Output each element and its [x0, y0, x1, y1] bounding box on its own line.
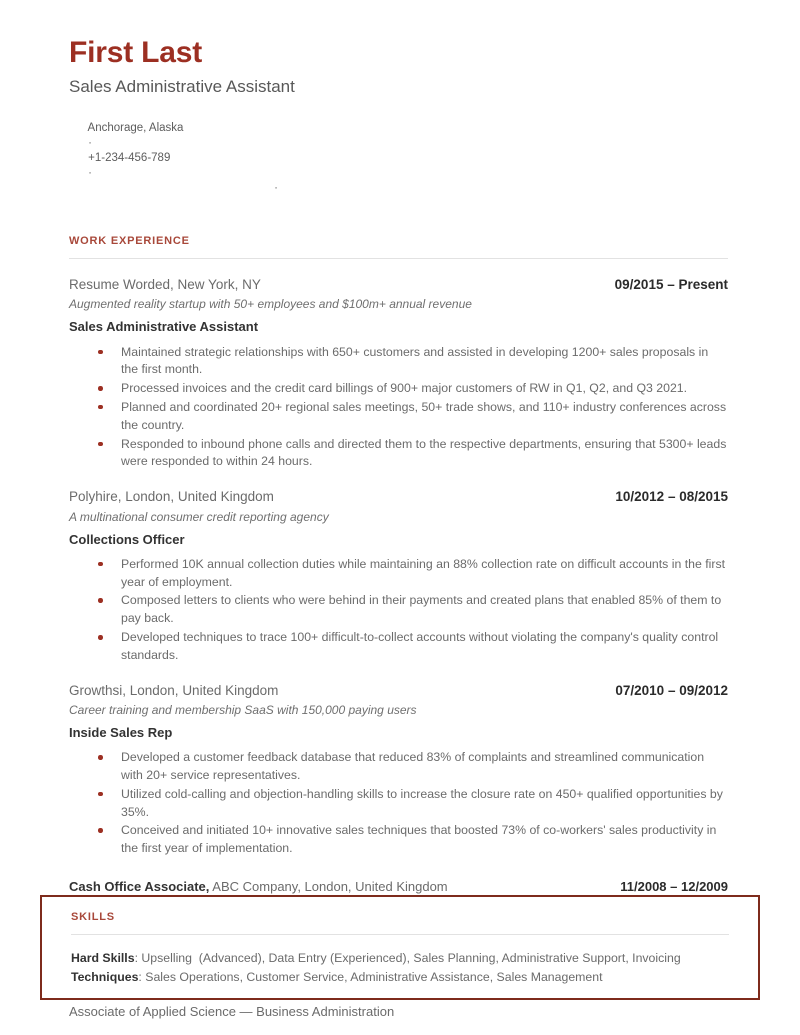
bullet-text: Conceived and initiated 10+ innovative sales techniques that boosted 73% of co-workers' sales productivity in the first year of implementation.: [121, 823, 717, 856]
skills-body: [71, 949, 729, 987]
bullet-dot-icon: [98, 386, 103, 391]
bullet-dot-icon: [98, 755, 103, 760]
work-entry-organization: Growthsi, London, United Kingdom: [69, 682, 279, 698]
work-entry-bullets: [69, 344, 728, 472]
work-entry-dates: 09/2015 – Present: [614, 277, 728, 293]
skills-category-values: : Sales Operations, Customer Service, Administrative Assistance, Sales Management: [138, 970, 603, 985]
work-entry: [69, 276, 728, 471]
work-entry-bullets: [69, 556, 728, 665]
education-degree: Associate of Applied Science — Business Administration: [69, 1003, 395, 1019]
work-entry: [69, 682, 728, 858]
bullet-dot-icon: [98, 405, 103, 410]
bullet-item: [69, 380, 728, 398]
work-entry-role: Sales Administrative Assistant: [69, 319, 259, 335]
bullet-item: [69, 749, 728, 785]
bullet-text: Processed invoices and the credit card billings of 900+ major customers of RW in Q1, Q2, and Q3 2021.: [121, 381, 688, 396]
bullet-text: Responded to inbound phone calls and directed them to the respective departments, ensuring that 5300+ leads were responded to within 24 hours.: [121, 436, 727, 469]
contact-phone: +1-234-456-789: [88, 152, 171, 165]
work-entry-organization: Polyhire, London, United Kingdom: [69, 489, 274, 505]
contact-separator-3: ·: [274, 182, 279, 195]
bullet-item: [69, 786, 728, 822]
work-entry-bullets: [69, 749, 728, 858]
work-entry-tagline: A multinational consumer credit reporting agency: [69, 509, 329, 524]
skills-line: [71, 968, 729, 987]
bullet-item: [69, 822, 728, 858]
compact-entry-role: Cash Office Associate,: [69, 879, 210, 895]
contact-line: [69, 107, 728, 212]
contact-location: Anchorage, Alaska: [87, 122, 184, 135]
section-heading-skills: SKILLS: [71, 911, 115, 923]
bullet-text: Developed techniques to trace 100+ difficult-to-collect accounts without violating the company's quality control standards.: [121, 630, 719, 662]
work-entry-dates: 10/2012 – 08/2015: [615, 489, 728, 505]
compact-entry-dates: 11/2008 – 12/2009: [620, 879, 728, 895]
bullet-item: [69, 436, 728, 472]
bullet-dot-icon: [98, 350, 103, 355]
bullet-dot-icon: [98, 442, 103, 447]
bullet-dot-icon: [98, 635, 103, 640]
section-divider-work: [69, 258, 728, 259]
work-entry-organization: Resume Worded, New York, NY: [69, 277, 261, 293]
contact-separator-1: ·: [88, 137, 93, 150]
work-experience-section: [69, 211, 728, 917]
bullet-item: [69, 399, 728, 435]
bullet-text: Utilized cold-calling and objection-handling skills to increase the closure rate on 450+ qualified opportunities by 35%.: [121, 786, 723, 819]
skills-category-values: : Upselling (Advanced), Data Entry (Experienced), Sales Planning, Administrative Support, Invoicing: [134, 951, 681, 965]
bullet-item: [69, 556, 728, 592]
skills-category-label: Hard Skills: [71, 951, 135, 965]
bullet-dot-icon: [98, 828, 103, 833]
bullet-dot-icon: [98, 792, 103, 797]
candidate-name: First Last: [69, 36, 203, 69]
bullet-item: [69, 592, 728, 628]
work-entry-header: [69, 276, 728, 294]
skills-line: [71, 949, 729, 968]
section-heading-work: WORK EXPERIENCE: [69, 235, 190, 248]
bullet-item: [69, 344, 728, 380]
work-entry-tagline: Career training and membership SaaS with 150,000 paying users: [69, 702, 417, 717]
bullet-item: [69, 629, 728, 665]
work-entry-dates: 07/2010 – 09/2012: [615, 682, 728, 698]
candidate-headline: Sales Administrative Assistant: [69, 76, 295, 96]
bullet-dot-icon: [98, 598, 103, 603]
bullet-text: Composed letters to clients who were behind in their payments and created plans that enabled 85% of them to pay back.: [121, 593, 722, 626]
bullet-text: Maintained strategic relationships with 650+ customers and assisted in developing 1200+ sales proposals in the first month.: [121, 344, 709, 377]
skills-section-highlight: [40, 895, 760, 1000]
skills-category-label: Techniques: [71, 970, 139, 985]
work-entry-role: Inside Sales Rep: [69, 724, 173, 740]
work-entry-header: [69, 488, 728, 506]
compact-entry-organization: ABC Company, London, United Kingdom: [209, 879, 448, 895]
work-entry: [69, 488, 728, 664]
work-entry-role: Collections Officer: [69, 531, 185, 547]
work-entry-tagline: Augmented reality startup with 50+ employees and $100m+ annual revenue: [69, 297, 472, 312]
contact-separator-2: ·: [88, 167, 93, 180]
bullet-text: Performed 10K annual collection duties while maintaining an 88% collection rate on difficult accounts in the first year of employment.: [121, 556, 726, 589]
section-divider-skills: [71, 934, 729, 935]
work-entry-header: [69, 682, 728, 700]
bullet-text: Developed a customer feedback database that reduced 83% of complaints and streamlined communication with 20+ service representatives.: [121, 750, 705, 782]
resume-header: [69, 0, 728, 211]
bullet-dot-icon: [98, 562, 103, 567]
bullet-text: Planned and coordinated 20+ regional sales meetings, 50+ trade shows, and 110+ industry conferences across the country.: [121, 399, 727, 432]
